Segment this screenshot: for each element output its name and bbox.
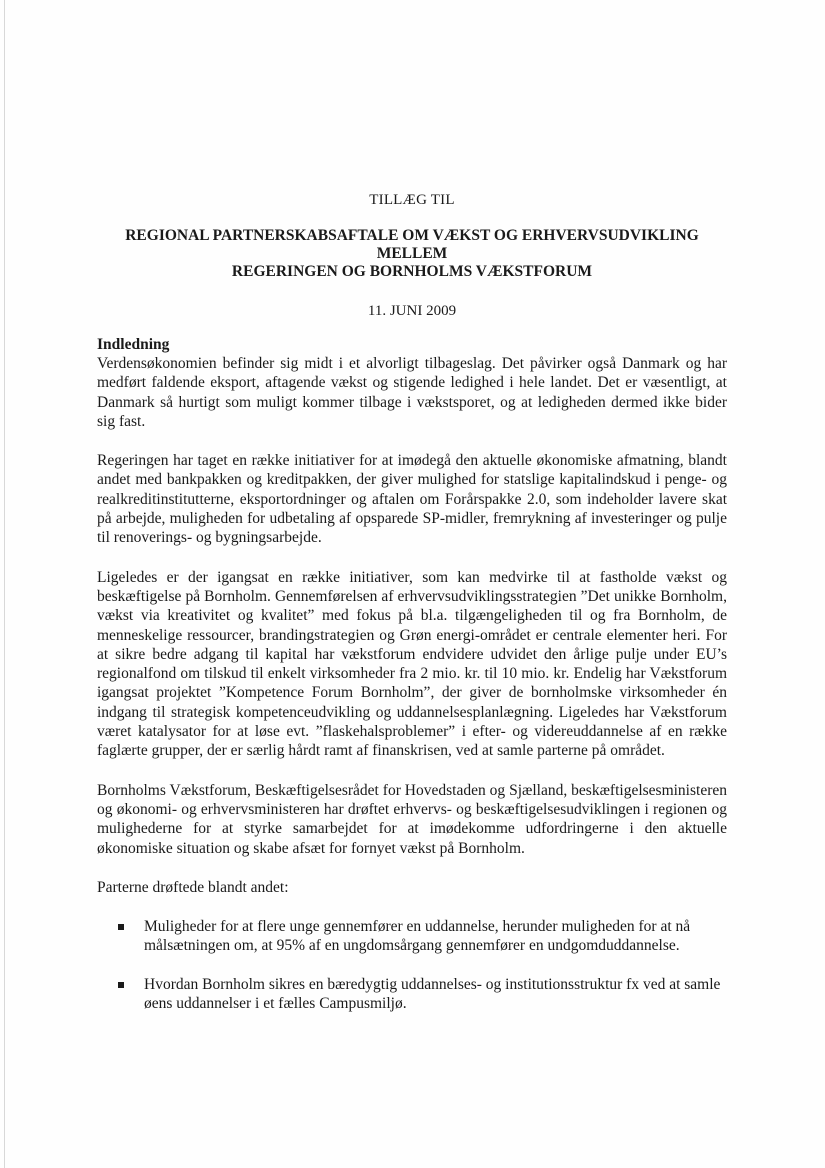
title-line-3: REGERINGEN OG BORNHOLMS VÆKSTFORUM bbox=[231, 263, 593, 280]
paragraph-3: Ligeledes er der igangsat en række initiativer, som kan medvirke til at fastholde vækst og beskæftigelse på Bornholm. Gennemførelsen af erhvervsudviklingsstrategien ”Det unikke Bornholm, vækst via kreativitet og kvalitet” med fokus på bl.a. tilgængeligheden til og fra Bornholm, de menneskelige ressourcer, brandingstrategien og Grøn energi-området er centrale elementer heri. For at sikre bedre adgang til kapital har vækstforum endvidere udvidet den årlige pulje under EU’s regionalfond om tilskud til enkelt virksomheder fra 2 mio. kr. til 10 mio. kr. Endelig har Vækstforum igangsat projektet ”Kompetence Forum Bornholm”, der giver de bornholmske virksomheder én indgang til strategisk kompetenceudvikling og uddannelsesplanlægning. Ligeledes har Vækstforum været katalysator for at løse evt. ”flaskehalsproblemer” i efter- og videreuddannelse af en række faglærte grupper, der er særlig hårdt ramt af finanskrisen, ved at samle parterne på området. bbox=[97, 568, 727, 760]
bullet-text-1: Muligheder for at flere unge gennemfører en uddannelse, herunder muligheden for at nå målsætningen om, at 95% af en ungdomsårgang gennemfører en undgomduddannelse. bbox=[144, 918, 691, 955]
bullet-list bbox=[97, 917, 727, 1013]
bullet-text-2: Hvordan Bornholm sikres en bæredygtig uddannelses- og institutionsstruktur fx ved at samle øens uddannelser i et fælles Campusmiljø. bbox=[144, 975, 721, 1013]
document-title bbox=[97, 227, 727, 281]
paragraph-4: Bornholms Vækstforum, Beskæftigelsesrådet for Hovedstaden og Sjælland, beskæftigelsesministeren og økonomi- og erhvervsministeren har drøftet erhvervs- og beskæftigelsesudviklingen i regionen og mulighederne for at styrke samarbejdet for at imødekomme udfordringerne i den aktuelle økonomiske situation og skabe afsæt for fornyet vækst på Bornholm. bbox=[97, 781, 727, 857]
section-heading: Indledning bbox=[97, 336, 170, 353]
list-item bbox=[97, 975, 727, 1014]
square-bullet-icon bbox=[118, 982, 124, 988]
title-line-2: MELLEM bbox=[376, 245, 448, 262]
list-item bbox=[97, 917, 727, 956]
title-line-1: REGIONAL PARTNERSKABSAFTALE OM VÆKST OG ERHVERVSUDVIKLING bbox=[125, 227, 699, 244]
document-date: 11. JUNI 2009 bbox=[367, 303, 457, 319]
document-body bbox=[97, 192, 727, 1032]
scan-edge-line bbox=[4, 0, 5, 1168]
pre-title: TILLÆG TIL bbox=[369, 192, 455, 208]
square-bullet-icon bbox=[118, 924, 124, 930]
paragraph-1: Verdensøkonomien befinder sig midt i et alvorligt tilbageslag. Det påvirker også Danmark og har medført faldende eksport, aftagende vækst og stigende ledighed i hele landet. Det er væsentligt, at Danmark så hurtigt som muligt kommer tilbage i vækstsporet, og at ledigheden dermed ikke bider sig fast. bbox=[97, 355, 727, 430]
paragraph-2: Regeringen har taget en række initiativer for at imødegå den aktuelle økonomiske afmatning, blandt andet med bankpakken og kreditpakken, der giver mulighed for statslige kapitalindskud i penge- og realkreditinstitutterne, eksportordninger og aftalen om Forårspakke 2.0, som indeholder lavere skat på arbejde, muligheden for udbetaling af opsparede SP-midler, fremrykning af investeringer og pulje til renoverings- og bygningsarbejde. bbox=[97, 452, 727, 547]
paragraph-5: Parterne drøftede blandt andet: bbox=[97, 878, 289, 896]
